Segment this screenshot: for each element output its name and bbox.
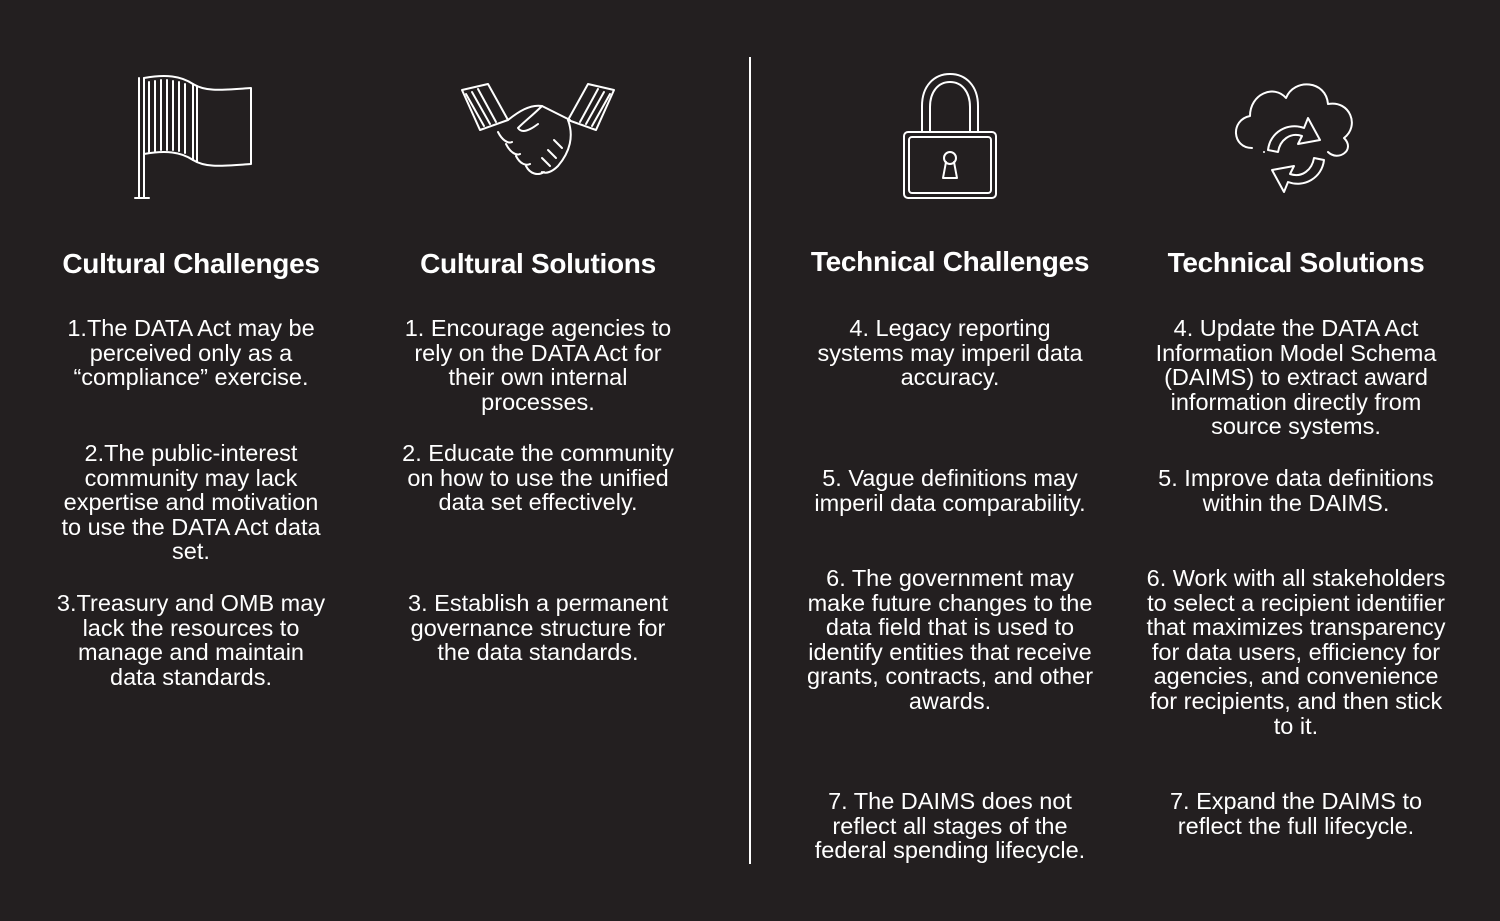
list-item: 1.The DATA Act may be perceived only as a “compliance” exercise. — [67, 315, 315, 391]
padlock-icon — [804, 70, 1096, 205]
list-item: 5. Improve data definitions within the DAIMS. — [1158, 465, 1434, 516]
column-title: Technical Solutions — [1167, 247, 1425, 278]
column-title: Technical Challenges — [810, 246, 1090, 277]
cloud-sync-icon — [1144, 70, 1448, 205]
list-item: 7. Expand the DAIMS to reflect the full lifecycle. — [1169, 788, 1423, 839]
column-technical-solutions — [1144, 0, 1448, 921]
list-item: 4. Update the DATA Act Information Model Schema (DAIMS) to extract award information directly from source systems. — [1155, 315, 1437, 440]
handshake-icon — [396, 70, 680, 205]
list-item: 3.Treasury and OMB may lack the resources to manage and maintain data standards. — [56, 590, 326, 690]
list-item: 3. Establish a permanent governance structure for the data standards. — [408, 590, 668, 666]
column-title: Cultural Solutions — [420, 248, 656, 279]
list-item: 2. Educate the community on how to use the unified data set effectively. — [402, 440, 674, 516]
column-cultural-challenges — [50, 0, 332, 921]
list-item: 5. Vague definitions may imperil data comparability. — [814, 465, 1086, 516]
column-technical-challenges — [804, 0, 1096, 921]
list-item: 6. Work with all stakeholders to select a recipient identifier that maximizes transparency for data users, efficiency for agencies, and convenience for recipients, and then stick to it. — [1146, 565, 1446, 739]
center-divider — [749, 57, 751, 864]
list-item: 2.The public-interest community may lack expertise and motivation to use the DATA Act data set. — [61, 440, 321, 565]
list-item: 7. The DAIMS does not reflect all stages of the federal spending lifecycle. — [814, 788, 1086, 864]
list-item: 6. The government may make future changes to the data field that is used to identify entities that receive grants, contracts, and other awards. — [806, 565, 1094, 714]
column-cultural-solutions — [396, 0, 680, 921]
list-item: 1. Encourage agencies to rely on the DATA Act for their own internal processes. — [404, 315, 672, 415]
list-item: 4. Legacy reporting systems may imperil data accuracy. — [817, 315, 1083, 391]
column-title: Cultural Challenges — [62, 248, 320, 279]
flag-icon — [50, 70, 332, 205]
